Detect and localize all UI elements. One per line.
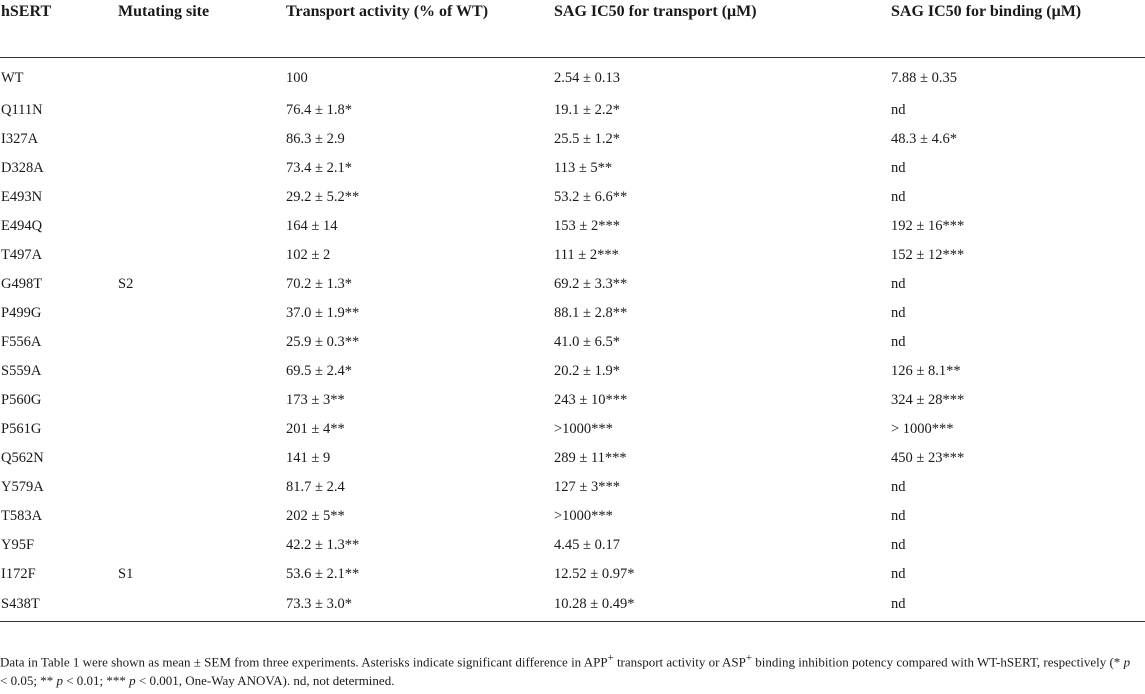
table-row	[0, 328, 1145, 357]
cell-transport-activity: 102 ± 2	[286, 246, 331, 263]
cell-sag-ic50-binding: 450 ± 23***	[891, 449, 965, 466]
cell-transport-activity: 37.0 ± 1.9**	[286, 304, 360, 321]
table-header-row	[0, 0, 1145, 57]
cell-mutating-site	[118, 502, 286, 531]
cell-sag-ic50-binding: 324 ± 28***	[891, 391, 965, 408]
cell-hsert: Q111N	[1, 101, 43, 118]
cell-mutating-site	[118, 125, 286, 154]
cell-transport-activity: 76.4 ± 1.8*	[286, 101, 352, 118]
cell-sag-ic50-binding: nd	[891, 478, 906, 495]
cell-sag-ic50-binding: nd	[891, 275, 906, 292]
cell-sag-ic50-binding: nd	[891, 333, 906, 350]
footnote-text: binding inhibition potency compared with WT-hSERT, respectively (*	[751, 654, 1124, 670]
cell-sag-ic50-binding: nd	[891, 159, 906, 176]
cell-mutating-site	[118, 299, 286, 328]
table-row	[0, 560, 1145, 589]
cell-transport-activity: 202 ± 5**	[286, 507, 345, 524]
footnote-sup: +	[607, 652, 614, 664]
cell-sag-ic50-transport: 153 ± 2***	[554, 217, 620, 234]
cell-hsert: E493N	[1, 188, 43, 205]
cell-mutating-site	[118, 415, 286, 444]
cell-sag-ic50-binding: > 1000***	[891, 420, 954, 437]
header-sag-ic50-binding: SAG IC50 for binding (μM)	[891, 0, 1145, 57]
cell-sag-ic50-transport: 69.2 ± 3.3**	[554, 275, 628, 292]
footnote-text: Data in Table 1 were shown as mean ± SEM from three experiments. Asterisks indicate significant difference in APP	[0, 654, 608, 670]
cell-sag-ic50-binding: 48.3 ± 4.6*	[891, 130, 957, 147]
table-row	[0, 473, 1145, 502]
table-row	[0, 415, 1145, 444]
cell-transport-activity: 73.4 ± 2.1*	[286, 159, 352, 176]
cell-transport-activity: 201 ± 4**	[286, 420, 345, 437]
table-row	[0, 589, 1145, 622]
cell-hsert: P561G	[1, 420, 42, 437]
footnote-p-symbol: p	[129, 673, 136, 689]
cell-sag-ic50-transport: >1000***	[554, 507, 613, 524]
cell-hsert: E494Q	[1, 217, 43, 234]
table-row	[0, 502, 1145, 531]
footnote-text: < 0.001, One-Way ANOVA). nd, not determined.	[135, 673, 395, 689]
table-footnote	[0, 649, 1140, 690]
cell-hsert: T497A	[1, 246, 43, 263]
cell-transport-activity: 69.5 ± 2.4*	[286, 362, 352, 379]
cell-transport-activity: 42.2 ± 1.3**	[286, 536, 360, 553]
cell-mutating-site	[118, 212, 286, 241]
cell-sag-ic50-transport: 243 ± 10***	[554, 391, 628, 408]
footnote-p-symbol: p	[56, 673, 63, 689]
cell-transport-activity: 100	[286, 70, 308, 86]
cell-sag-ic50-binding: nd	[891, 188, 906, 205]
cell-sag-ic50-transport: 10.28 ± 0.49*	[554, 589, 891, 622]
cell-mutating-site	[118, 241, 286, 270]
cell-transport-activity: 70.2 ± 1.3*	[286, 275, 352, 292]
table-row	[0, 531, 1145, 560]
cell-mutating-site	[118, 96, 286, 125]
cell-mutating-site	[118, 444, 286, 473]
table-row	[0, 57, 1145, 96]
cell-transport-activity: 53.6 ± 2.1**	[286, 565, 360, 582]
cell-transport-activity: 164 ± 14	[286, 217, 338, 234]
cell-hsert: G498T	[1, 275, 43, 292]
cell-hsert: P560G	[1, 391, 42, 408]
cell-sag-ic50-binding: nd	[891, 101, 906, 118]
cell-hsert: Q562N	[1, 449, 44, 466]
header-transport-activity: Transport activity (% of WT)	[286, 0, 554, 57]
table-row	[0, 96, 1145, 125]
table-row	[0, 386, 1145, 415]
cell-sag-ic50-transport: 2.54 ± 0.13	[554, 70, 620, 86]
cell-sag-ic50-binding: nd	[891, 304, 906, 321]
cell-sag-ic50-transport: 4.45 ± 0.17	[554, 536, 620, 553]
cell-sag-ic50-transport: 127 ± 3***	[554, 478, 620, 495]
cell-transport-activity: 81.7 ± 2.4	[286, 478, 345, 495]
cell-sag-ic50-transport: 111 ± 2***	[554, 246, 619, 263]
cell-sag-ic50-binding: 192 ± 16***	[891, 217, 965, 234]
table-body	[0, 57, 1145, 621]
cell-sag-ic50-binding: nd	[891, 565, 906, 582]
cell-mutating-site	[118, 531, 286, 560]
cell-transport-activity: 141 ± 9	[286, 449, 331, 466]
cell-sag-ic50-transport: 19.1 ± 2.2*	[554, 101, 620, 118]
cell-mutating-site	[118, 589, 286, 622]
table-row	[0, 125, 1145, 154]
cell-mutating-site	[118, 183, 286, 212]
cell-sag-ic50-transport: 12.52 ± 0.97*	[554, 565, 635, 582]
cell-hsert: Y579A	[1, 478, 44, 495]
cell-mutating-site	[118, 473, 286, 502]
footnote-text: transport activity or ASP	[613, 654, 746, 670]
cell-transport-activity: 25.9 ± 0.3**	[286, 333, 360, 350]
table-row	[0, 299, 1145, 328]
footnote-text: < 0.01; ***	[62, 673, 130, 689]
cell-sag-ic50-transport: 20.2 ± 1.9*	[554, 362, 620, 379]
cell-sag-ic50-transport: 289 ± 11***	[554, 449, 627, 466]
cell-sag-ic50-binding: 152 ± 12***	[891, 246, 965, 263]
cell-mutating-site: S1	[118, 565, 134, 582]
cell-sag-ic50-transport: 25.5 ± 1.2*	[554, 130, 620, 147]
cell-hsert: WT	[1, 70, 24, 86]
cell-mutating-site	[118, 57, 286, 96]
cell-hsert: F556A	[1, 333, 42, 350]
header-hsert: hSERT	[0, 0, 118, 57]
footnote-sup: +	[745, 652, 752, 664]
cell-mutating-site	[118, 386, 286, 415]
cell-transport-activity: 173 ± 3**	[286, 391, 345, 408]
table-row	[0, 357, 1145, 386]
cell-hsert: S438T	[0, 589, 118, 622]
cell-hsert: D328A	[1, 159, 44, 176]
table-row	[0, 444, 1145, 473]
cell-sag-ic50-binding: nd	[891, 589, 1145, 622]
cell-hsert: P499G	[1, 304, 42, 321]
cell-sag-ic50-transport: 88.1 ± 2.8**	[554, 304, 628, 321]
cell-sag-ic50-binding: nd	[891, 536, 906, 553]
cell-hsert: S559A	[1, 362, 42, 379]
cell-transport-activity: 73.3 ± 3.0*	[286, 589, 554, 622]
cell-transport-activity: 29.2 ± 5.2**	[286, 188, 360, 205]
footnote-text: < 0.05; **	[0, 673, 57, 689]
cell-sag-ic50-binding: 7.88 ± 0.35	[891, 70, 957, 86]
cell-mutating-site: S2	[118, 275, 134, 292]
cell-hsert: T583A	[1, 507, 43, 524]
cell-sag-ic50-transport: >1000***	[554, 420, 613, 437]
cell-mutating-site	[118, 154, 286, 183]
cell-sag-ic50-transport: 41.0 ± 6.5*	[554, 333, 620, 350]
cell-mutating-site	[118, 328, 286, 357]
table-row	[0, 270, 1145, 299]
cell-sag-ic50-binding: nd	[891, 507, 906, 524]
footnote-p-symbol: p	[1123, 654, 1131, 670]
cell-sag-ic50-transport: 113 ± 5**	[554, 159, 613, 176]
table-row	[0, 183, 1145, 212]
cell-mutating-site	[118, 357, 286, 386]
table-row	[0, 212, 1145, 241]
header-mutating-site: Mutating site	[118, 0, 286, 57]
cell-hsert: Y95F	[1, 536, 35, 553]
cell-hsert: I327A	[1, 130, 39, 147]
table-row	[0, 241, 1145, 270]
cell-sag-ic50-transport: 53.2 ± 6.6**	[554, 188, 628, 205]
cell-sag-ic50-binding: 126 ± 8.1**	[891, 362, 961, 379]
cell-hsert: I172F	[1, 565, 36, 582]
table-row	[0, 154, 1145, 183]
cell-transport-activity: 86.3 ± 2.9	[286, 130, 345, 147]
header-sag-ic50-transport: SAG IC50 for transport (μM)	[554, 0, 891, 57]
